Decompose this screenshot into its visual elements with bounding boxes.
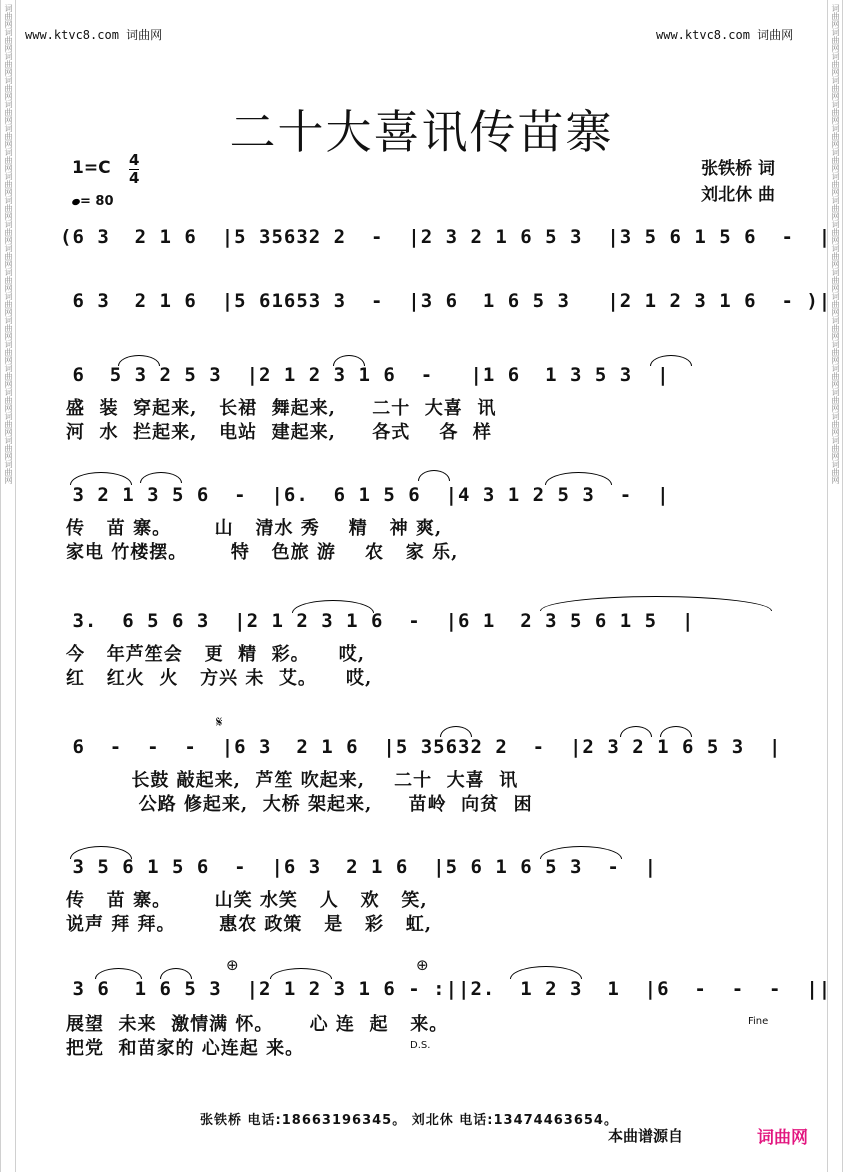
fine-marking: Fine	[748, 1016, 769, 1027]
slur-arc	[95, 968, 142, 979]
time-sig-bottom: 4	[129, 169, 140, 187]
notation-row-6: 6 - - - |6 3 2 1 6 |5 35632 2 - |2 3 2 1 6 5 3 |	[60, 736, 782, 758]
notation-row-8: 3 6 1 6 5 3 |2 1 2 3 1 6 - :||2. 1 2 3 1 |6 - - - ||	[60, 978, 832, 1000]
notation-row-5: 3. 6 5 6 3 |2 1 2 3 1 6 - |6 1 2 3 5 6 1 5 |	[60, 610, 695, 632]
notation-row-4: 3 2 1 3 5 6 - |6. 6 1 5 6 |4 3 1 2 5 3 - |	[60, 484, 670, 506]
slur-arc	[650, 355, 692, 366]
notation-row-7: 3 5 6 1 5 6 - |6 3 2 1 6 |5 6 1 6 5 3 - |	[60, 856, 658, 878]
composer-credit: 刘北休 曲	[701, 185, 775, 205]
watermark-site: 词曲网	[126, 28, 163, 42]
lyric-verse-1: 今 年芦笙会 更 精 彩。 哎,	[66, 644, 365, 665]
left-margin-rail	[0, 0, 16, 1172]
slur-arc	[440, 726, 472, 737]
lyric-verse-1: 盛 装 穿起来, 长裙 舞起来, 二十 大喜 讯	[66, 398, 497, 419]
slur-arc	[333, 355, 365, 366]
time-sig-top: 4	[129, 151, 140, 169]
side-watermark-left: 词曲网词曲网词曲网词曲网词曲网词曲网词曲网词曲网词曲网词曲网词曲网词曲网词曲网词曲网词曲网词曲网词曲网词曲网词曲网词曲网	[4, 4, 13, 484]
song-title: 二十大喜讯传苗寨	[229, 105, 614, 159]
lyric-verse-1: 传 苗 寨。 山 清水 秀 精 神 爽,	[66, 518, 443, 539]
slur-arc	[660, 726, 692, 737]
coda-icon: ⊕	[416, 956, 429, 974]
ds-marking: D.S.	[410, 1040, 431, 1051]
slur-arc	[545, 472, 612, 485]
tempo-marking	[72, 194, 114, 209]
slur-arc	[118, 355, 160, 366]
slur-arc	[620, 726, 652, 737]
lyric-verse-2: 把党 和苗家的 心连起 来。	[66, 1038, 305, 1059]
slur-arc	[418, 470, 450, 481]
slur-arc	[540, 846, 622, 859]
slur-arc	[510, 966, 582, 979]
slur-arc	[70, 472, 132, 485]
key-signature: 1=C	[72, 158, 111, 178]
notation-row-1: (6 3 2 1 6 |5 35632 2 - |2 3 2 1 6 5 3 |3 5 6 1 5 6 - |	[60, 226, 832, 248]
contact-footer: 张铁桥 电话:18663196345。 刘北休 电话:13474463654。	[200, 1113, 618, 1128]
source-label: 本曲谱源自	[608, 1127, 684, 1145]
slur-arc	[160, 968, 192, 979]
slur-arc	[540, 596, 772, 611]
watermark-site: 词曲网	[757, 28, 794, 42]
coda-icon: ⊕	[226, 956, 239, 974]
watermark-url: www.ktvc8.com	[656, 28, 750, 42]
header-watermark-left	[25, 26, 162, 43]
lyric-verse-2: 家电 竹楼摆。 特 色旅 游 农 家 乐,	[66, 542, 459, 563]
segno-icon: 𝄋	[216, 713, 223, 731]
watermark-url: www.ktvc8.com	[25, 28, 119, 42]
lyric-verse-1: 展望 未来 激情满 怀。 心 连 起 来。	[66, 1014, 449, 1035]
slur-arc	[270, 968, 332, 979]
lyric-verse-2: 公路 修起来, 大桥 架起来, 苗岭 向贫 困	[66, 794, 533, 815]
lyric-verse-1: 传 苗 寨。 山笑 水笑 人 欢 笑,	[66, 890, 428, 911]
lyricist-credit: 张铁桥 词	[701, 159, 775, 179]
notation-row-2: 6 3 2 1 6 |5 61653 3 - |3 6 1 6 5 3 |2 1 2 3 1 6 - )|	[60, 290, 832, 312]
slur-arc	[140, 472, 182, 483]
header-watermark-right	[656, 26, 793, 43]
slur-arc	[292, 600, 374, 613]
site-logo[interactable]: 词曲网	[757, 1128, 808, 1148]
lyric-verse-2: 说声 拜 拜。 惠农 政策 是 彩 虹,	[66, 914, 433, 935]
lyric-verse-2: 河 水 拦起来, 电站 建起来, 各式 各 样	[66, 422, 492, 443]
side-watermark-right: 词曲网词曲网词曲网词曲网词曲网词曲网词曲网词曲网词曲网词曲网词曲网词曲网词曲网词曲网词曲网词曲网词曲网词曲网词曲网词曲网	[831, 4, 840, 484]
slur-arc	[70, 846, 132, 859]
time-signature	[129, 153, 139, 186]
tempo-value: = 80	[80, 194, 114, 209]
notation-row-3: 6 5 3 2 5 3 |2 1 2 3 1 6 - |1 6 1 3 5 3 |	[60, 364, 670, 386]
lyric-verse-1: 长鼓 敲起来, 芦笙 吹起来, 二十 大喜 讯	[66, 770, 519, 791]
lyric-verse-2: 红 红火 火 方兴 未 艾。 哎,	[66, 668, 373, 689]
